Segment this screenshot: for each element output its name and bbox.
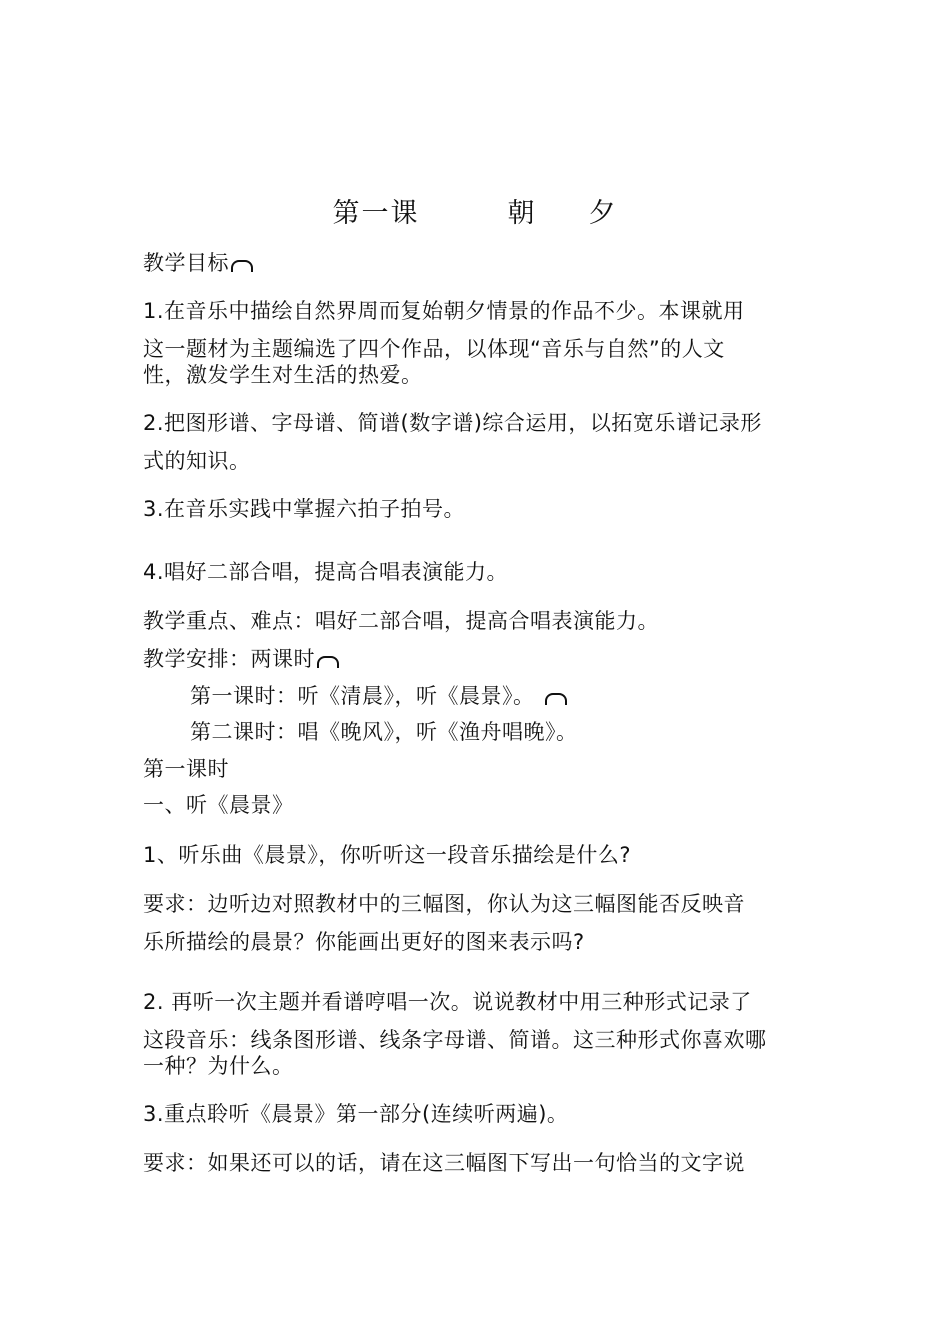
goal-2-line-2: 式的知识。 (143, 449, 251, 473)
lesson-1-plan: 第一课时：听《清晨》，听《晨景》。 (190, 682, 567, 710)
goal-2-line-1: 2.把图形谱、字母谱、简谱(数字谱)综合运用，以拓宽乐谱记录形 (143, 411, 762, 435)
requirement-3-line-1: 要求：如果还可以的话，请在这三幅图下写出一句恰当的文字说 (143, 1151, 745, 1175)
goal-1-line-1: 1.在音乐中描绘自然界周而复始朝夕情景的作品不少。本课就用 (143, 299, 745, 323)
arrangement: 教学安排：两课时 (143, 645, 339, 673)
goal-3: 3.在音乐实践中掌握六拍子拍号。 (143, 497, 466, 521)
title-char-evening: 夕 (588, 198, 618, 229)
paragraph-mark-icon (231, 260, 253, 272)
step-3: 3.重点聆听《晨景》第一部分(连续听两遍)。 (143, 1102, 569, 1126)
goal-1-line-3: 性，激发学生对生活的热爱。 (143, 363, 423, 387)
section-lesson-1: 第一课时 (143, 757, 229, 781)
goal-4: 4.唱好二部合唱，提高合唱表演能力。 (143, 560, 509, 584)
title-char-morning: 朝 (507, 198, 537, 229)
requirement-1-line-2: 乐所描绘的晨景？你能画出更好的图来表示吗? (143, 930, 585, 954)
lesson-2-plan: 第二课时：唱《晚风》，听《渔舟唱晚》。 (190, 720, 578, 744)
step-2-line-2: 这段音乐：线条图形谱、线条字母谱、简谱。这三种形式你喜欢哪 (143, 1028, 767, 1052)
paragraph-mark-icon (317, 656, 339, 668)
step-1: 1、听乐曲《晨景》，你听听这一段音乐描绘是什么? (143, 843, 632, 867)
paragraph-mark-icon (545, 693, 567, 705)
step-2-line-3: 一种？为什么。 (143, 1054, 294, 1078)
requirement-1-line-1: 要求：边听边对照教材中的三幅图，你认为这三幅图能否反映音 (143, 892, 745, 916)
key-points: 教学重点、难点：唱好二部合唱，提高合唱表演能力。 (143, 609, 659, 633)
section-listen: 一、听《晨景》 (143, 793, 294, 817)
step-2-line-1: 2. 再听一次主题并看谱哼唱一次。说说教材中用三种形式记录了 (143, 990, 752, 1014)
goals-heading: 教学目标 (143, 249, 253, 277)
title-lesson: 第一课 (332, 198, 420, 229)
page-title (0, 196, 950, 232)
goal-1-line-2: 这一题材为主题编选了四个作品，以体现“音乐与自然”的人文 (143, 337, 725, 361)
